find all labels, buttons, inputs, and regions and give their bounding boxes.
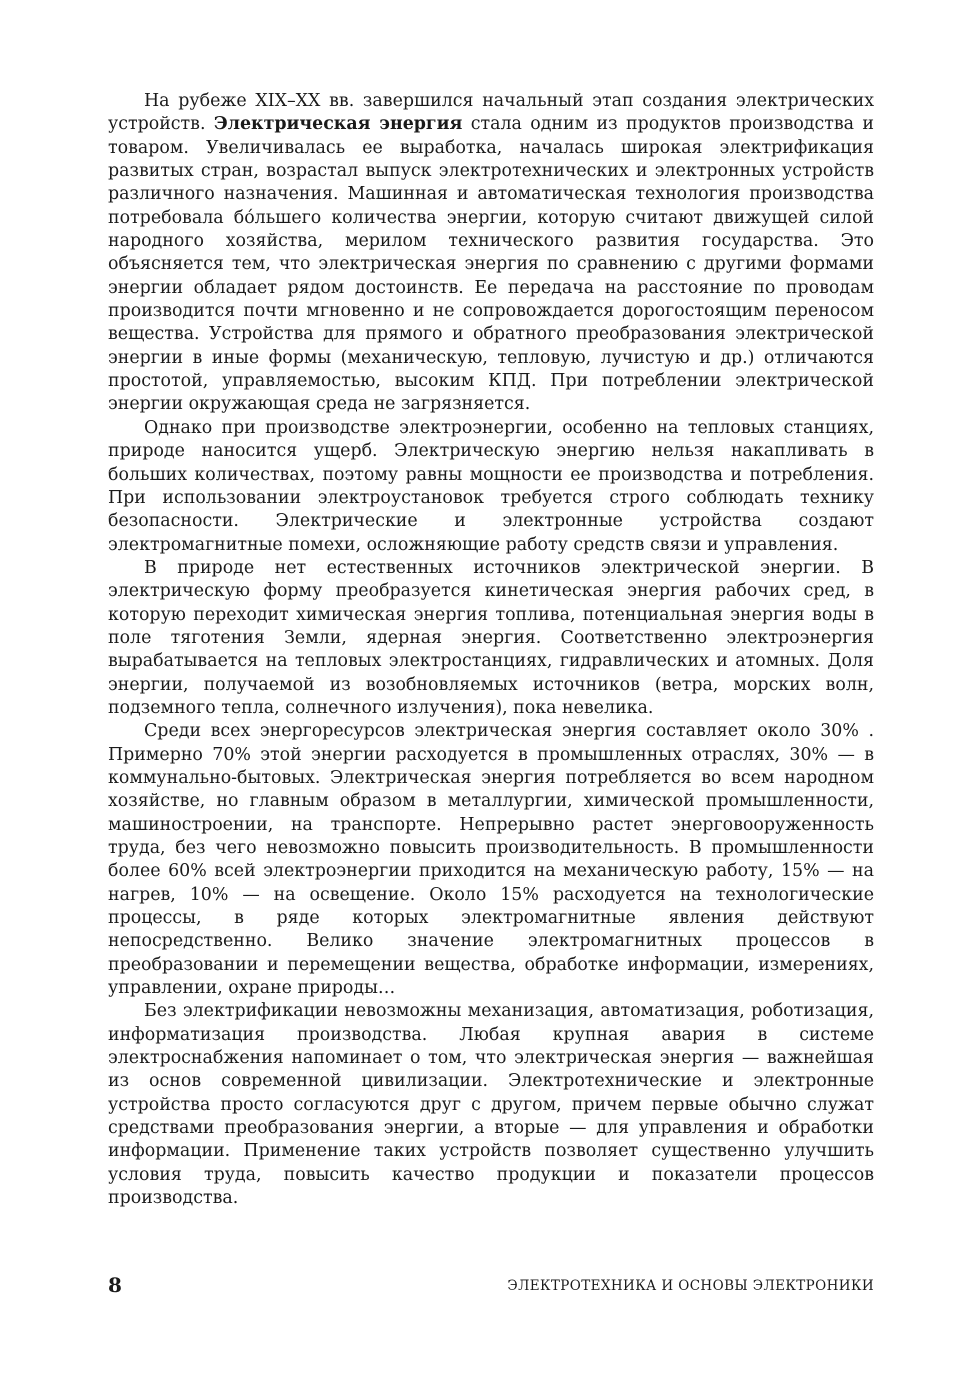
paragraph-1-rest: стала одним из продуктов производства и товаром. Увеличивалась ее выработка, началась широкая электрификация развитых стран, возрастал выпуск электротехнических и электронных устройств различного назначения. Машинная и автоматическая технология производства потребовала бóльшего количества энергии, которую считают движущей силой народного хозяйства, мерилом технического развития государства. Это объясняется тем, что электрическая энергия по сравнению с другими формами энергии обладает рядом достоинств. Ее передача на расстояние по проводам производится почти мгновенно и не сопровождается дорогостоящим переносом вещества. Устройства для прямого и обратного преобразования электрической энергии в иные формы (механическую, тепловую, лучистую и др.) отличаются простотой, управляемостью, высоким КПД. При потреблении электрической энергии окружающая среда не загрязняется. (108, 114, 874, 415)
page-number: 8 (108, 1273, 122, 1297)
running-title: ЭЛЕКТРОТЕХНИКА И ОСНОВЫ ЭЛЕКТРОНИКИ (507, 1278, 874, 1294)
body-text (108, 90, 874, 1211)
paragraph-5: Без электрификации невозможны механизация, автоматизация, роботизация, информатизация производства. Любая крупная авария в системе электроснабжения напоминает о том, что электрическая энергия — важнейшая из основ современной цивилизации. Электротехнические и электронные устройства просто согласуются друг с другом, причем первые обычно служат средствами преобразования энергии, а вторые — для управления и обработки информации. Применение таких устройств позволяет существенно улучшить условия труда, повысить качество продукции и показатели процессов производства. (108, 1001, 874, 1209)
paragraph-1-intro: На рубеже XIX–XX вв. завершился начальный этап создания электрических устройств. (108, 91, 874, 135)
paragraph-3: В природе нет естественных источников электрической энергии. В электрическую форму преобразуется кинетическая энергия рабочих сред, в которую переходит химическая энергия топлива, потенциальная энергия воды в поле тяготения Земли, ядерная энергия. Соответственно электроэнергия вырабатывается на тепловых электростанциях, гидравлических и атомных. Доля энергии, получаемой из возобновляемых источников (ветра, морских волн, подземного тепла, солнечного излучения), пока невелика. (108, 557, 874, 718)
paragraph-4: Среди всех энергоресурсов электрическая энергия составляет около 30% . Примерно 70% этой энергии расходуется в промышленных отраслях, 30% — в коммунально-бытовых. Электрическая энергия потребляется во всем народном хозяйстве, но главным образом в металлургии, химической промышленности, машиностроении, на транспорте. Непрерывно растет энерговооруженность труда, без чего невозможно повысить производительность. В промышленности более 60% всей электроэнергии приходится на механическую работу, 15% — на нагрев, 10% — на освещение. Около 15% расходуется на технологические процессы, в ряде которых электромагнитные явления действуют непосредственно. Велико значение электромагнитных процессов в преобразовании и перемещении вещества, обработке информации, измерениях, управлении, охране природы… (108, 721, 874, 999)
term-electric-energy: Электрическая энергия (213, 114, 463, 135)
paragraph-1 (108, 90, 874, 417)
paragraph-2: Однако при производстве электроэнергии, особенно на тепловых станциях, природе наносится ущерб. Электрическую энергию нельзя накапливать в больших количествах, поэтому равны мощности ее производства и потребления. При использовании электроустановок требуется строго соблюдать технику безопасности. Электрические и электронные устройства создают электромагнитные помехи, осложняющие работу средств связи и управления. (108, 417, 874, 555)
